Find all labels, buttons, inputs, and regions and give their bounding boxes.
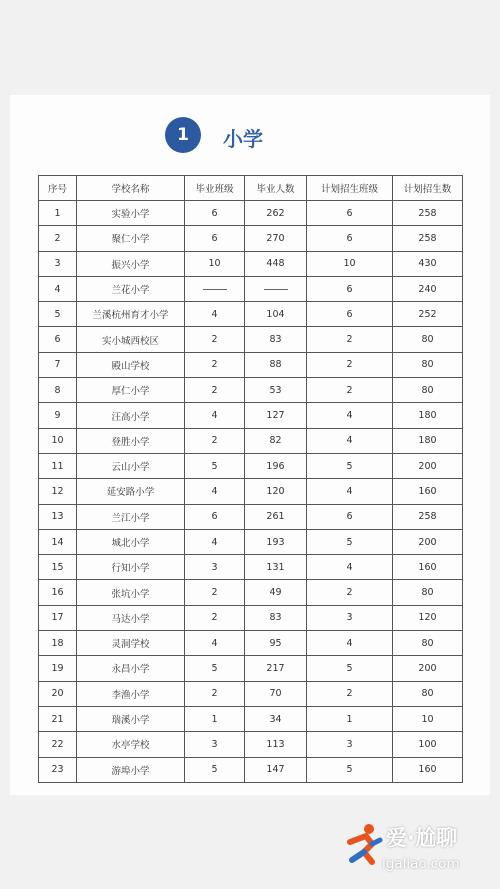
table-cell: 聚仁小学 [77,226,185,251]
table-cell: 汪高小学 [77,403,185,428]
header-cell: 毕业人数 [245,176,307,201]
table-cell: 2 [185,352,245,377]
table-cell: 4 [307,479,393,504]
table-row [39,327,463,352]
table-cell: 6 [307,504,393,529]
document-sheet [10,95,490,795]
table-cell: 2 [39,226,77,251]
table-cell: 160 [393,479,463,504]
table-cell: 2 [307,681,393,706]
header-cell: 序号 [39,176,77,201]
table-cell: 83 [245,327,307,352]
table-row [39,504,463,529]
table-cell: 15 [39,555,77,580]
table-cell: 70 [245,681,307,706]
table-cell: 1 [307,706,393,731]
table-cell: 13 [39,504,77,529]
table-cell: 22 [39,732,77,757]
table-cell: 12 [39,479,77,504]
table-cell: 4 [39,276,77,301]
table-cell: 灵洞学校 [77,631,185,656]
table-cell: 53 [245,378,307,403]
table-row [39,453,463,478]
table-cell: 21 [39,706,77,731]
table-cell: 5 [307,453,393,478]
table-cell: 2 [307,378,393,403]
table-cell: 云山小学 [77,453,185,478]
table-cell: 游埠小学 [77,757,185,782]
table-cell: 6 [39,327,77,352]
table-cell: 2 [307,327,393,352]
table-cell: 殿山学校 [77,352,185,377]
table-row [39,352,463,377]
table-cell: 10 [393,706,463,731]
table-cell: 5 [185,757,245,782]
table-cell [245,276,307,301]
table-row [39,226,463,251]
table-cell: 2 [185,580,245,605]
table-cell: 83 [245,605,307,630]
table-cell: 实验小学 [77,201,185,226]
table-cell: 1 [185,706,245,731]
table-cell: 6 [185,226,245,251]
table-row [39,580,463,605]
table-cell: 8 [39,378,77,403]
table-cell: 水亭学校 [77,732,185,757]
table-row [39,529,463,554]
table-cell: 张坑小学 [77,580,185,605]
table-cell: 240 [393,276,463,301]
table-cell: 7 [39,352,77,377]
table-row [39,479,463,504]
table-row [39,403,463,428]
section-title: 小学 [223,127,263,151]
table-cell: 196 [245,453,307,478]
table-cell: 147 [245,757,307,782]
table-cell: 2 [185,605,245,630]
table-cell: 80 [393,352,463,377]
table-cell: 李渔小学 [77,681,185,706]
table-cell: 18 [39,631,77,656]
runner-logo-icon [342,822,384,866]
table-cell: 2 [307,580,393,605]
table-row [39,757,463,782]
table-cell: 448 [245,251,307,276]
table-row [39,706,463,731]
table-cell: 262 [245,201,307,226]
table-cell: 180 [393,403,463,428]
table-row [39,732,463,757]
table-cell: 5 [307,656,393,681]
table-cell: 100 [393,732,463,757]
table-cell: 瑞溪小学 [77,706,185,731]
table-cell: 80 [393,681,463,706]
table-row [39,681,463,706]
table-cell: 127 [245,403,307,428]
table-header-row [39,176,463,201]
table-cell: 6 [307,226,393,251]
table-cell: 10 [39,428,77,453]
table-cell: 城北小学 [77,529,185,554]
table-cell: 193 [245,529,307,554]
table-row [39,251,463,276]
table-row [39,555,463,580]
table-cell: 200 [393,529,463,554]
table-row [39,276,463,301]
table-cell: 10 [307,251,393,276]
table-cell: 80 [393,580,463,605]
watermark-title: 爱·尬聊 [386,826,457,850]
table-cell: 振兴小学 [77,251,185,276]
table-cell: 80 [393,378,463,403]
table-cell: 4 [307,403,393,428]
table-cell: 10 [185,251,245,276]
table-cell: 160 [393,555,463,580]
table-cell: 6 [307,201,393,226]
table-cell: 104 [245,302,307,327]
table-cell: 厚仁小学 [77,378,185,403]
table-cell: 4 [307,555,393,580]
table-cell: 3 [185,732,245,757]
table-row [39,428,463,453]
table-cell: 258 [393,504,463,529]
table-cell: 11 [39,453,77,478]
header-cell: 学校名称 [77,176,185,201]
table-cell: 258 [393,201,463,226]
table-body [39,201,463,783]
table-cell: 马达小学 [77,605,185,630]
table-cell: 120 [245,479,307,504]
table-cell: 4 [185,631,245,656]
table-cell: 160 [393,757,463,782]
table-row [39,201,463,226]
table-cell: 200 [393,656,463,681]
table-row [39,302,463,327]
site-watermark [342,820,492,882]
header-cell: 计划招生数 [393,176,463,201]
table-cell: 4 [185,479,245,504]
table-cell: 131 [245,555,307,580]
table-cell: 82 [245,428,307,453]
table-cell: 登胜小学 [77,428,185,453]
table-cell: 19 [39,656,77,681]
table-cell: 200 [393,453,463,478]
table-cell: 252 [393,302,463,327]
table-cell: 258 [393,226,463,251]
table-cell: 3 [307,732,393,757]
header-cell: 毕业班级 [185,176,245,201]
table-cell: 6 [307,276,393,301]
table-cell: 20 [39,681,77,706]
table-cell: 6 [185,201,245,226]
table-cell: 2 [185,378,245,403]
table-cell: 88 [245,352,307,377]
table-cell: 80 [393,631,463,656]
table-cell: 17 [39,605,77,630]
table-cell: 行知小学 [77,555,185,580]
table-cell: 兰江小学 [77,504,185,529]
table-cell: 5 [185,656,245,681]
table-cell: 永昌小学 [77,656,185,681]
table-cell: 261 [245,504,307,529]
table-row [39,378,463,403]
table-cell: 4 [307,631,393,656]
table-cell: 4 [185,302,245,327]
table-cell: 兰花小学 [77,276,185,301]
table-cell: 3 [307,605,393,630]
table-cell: 95 [245,631,307,656]
table-cell: 49 [245,580,307,605]
table-cell: 4 [185,529,245,554]
table-cell: 120 [393,605,463,630]
table-cell: 2 [185,327,245,352]
table-cell: 113 [245,732,307,757]
table-cell: 430 [393,251,463,276]
table-cell: 23 [39,757,77,782]
table-row [39,605,463,630]
table-cell: 217 [245,656,307,681]
table-cell: 5 [39,302,77,327]
empty-dash [203,289,227,290]
table-cell: 9 [39,403,77,428]
table-cell: 延安路小学 [77,479,185,504]
table-cell: 5 [307,757,393,782]
table-cell: 3 [185,555,245,580]
table-cell: 16 [39,580,77,605]
header-cell: 计划招生班级 [307,176,393,201]
table-cell: 3 [39,251,77,276]
table-cell: 2 [307,352,393,377]
table-cell: 14 [39,529,77,554]
table-row [39,656,463,681]
table-cell: 34 [245,706,307,731]
table-cell: 1 [39,201,77,226]
table-cell [185,276,245,301]
table-cell: 实小城西校区 [77,327,185,352]
table-row [39,631,463,656]
enrollment-table [38,175,463,783]
watermark-url: igaliao.com [382,856,460,872]
table-cell: 兰溪杭州育才小学 [77,302,185,327]
empty-dash [264,289,288,290]
table-cell: 180 [393,428,463,453]
section-number-badge: 1 [165,117,201,153]
table-cell: 6 [185,504,245,529]
table-cell: 2 [185,428,245,453]
table-cell: 4 [185,403,245,428]
table-cell: 5 [307,529,393,554]
table-cell: 270 [245,226,307,251]
table-cell: 5 [185,453,245,478]
table-cell: 80 [393,327,463,352]
table-cell: 6 [307,302,393,327]
table-cell: 4 [307,428,393,453]
table-cell: 2 [185,681,245,706]
